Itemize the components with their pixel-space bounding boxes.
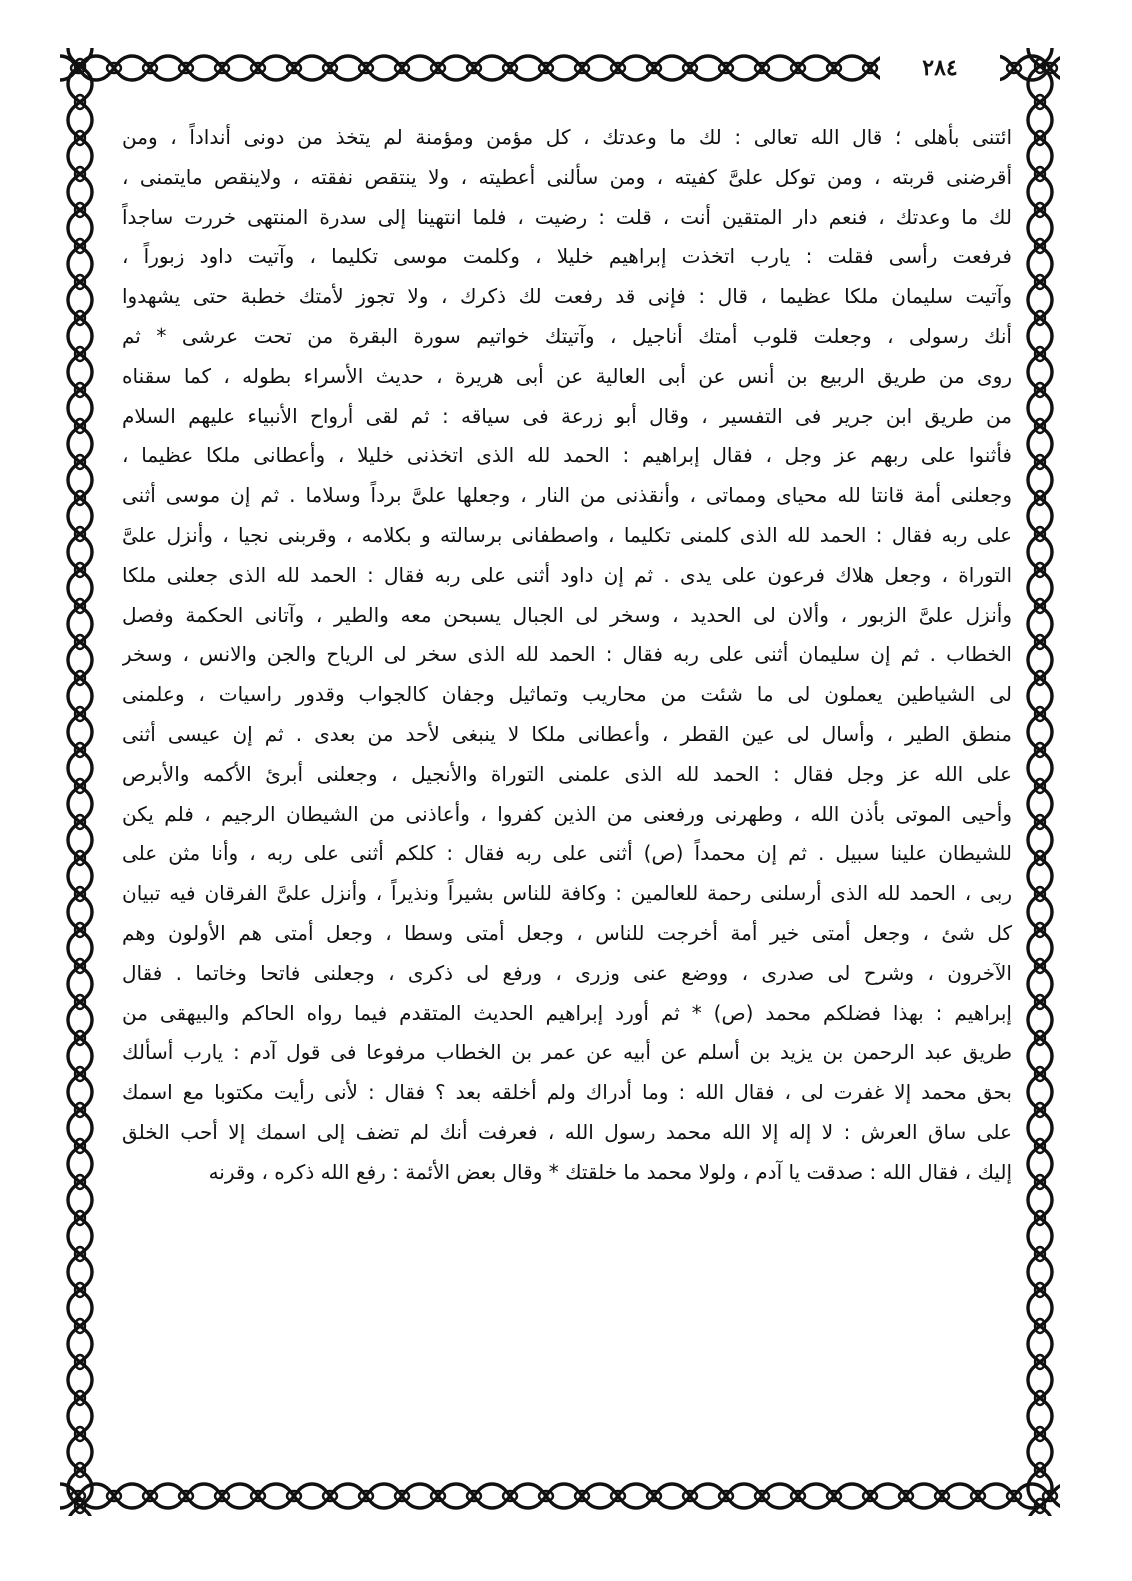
text-line: وأنزل علىَّ الزبور ، وألان لى الحديد ، وسخر لى الجبال يسبحن معه والطير ، وآتانى الحكمة وفصل: [122, 602, 1012, 627]
text-line: روى من طريق الربيع بن أنس عن أبى العالية عن أبى هريرة ، حديث الأسراء بطوله ، كما سقناه: [122, 363, 1012, 388]
text-line: أنك رسولى ، وجعلت قلوب أمتك أناجيل ، وآتيتك خواتيم سورة البقرة من تحت عرشى * ثم: [122, 323, 1012, 348]
text-line: وآتيت سليمان ملكا عظيما ، قال : فإنى قد رفعت لك ذكرك ، ولا تجوز لأمتك خطبة حتى يشهدوا: [122, 284, 1012, 309]
text-line: الآخرون ، وشرح لى صدرى ، ووضع عنى وزرى ، ورفع لى ذكرى ، وجعلنى فاتحا وخاتما . فقال: [122, 960, 1012, 985]
text-line: وجعلنى أمة قانتا لله محياى ومماتى ، وأنقذنى من النار ، وجعلها علىَّ برداً وسلاما . ثم إن موسى أثنى: [122, 483, 1012, 508]
ornamental-border-right: [1020, 48, 1060, 1516]
text-line: ربى ، الحمد لله الذى أرسلنى رحمة للعالمين : وكافة للناس بشيراً ونذيراً ، وأنزل علىَّ الفرقان فيه تبيان: [122, 881, 1012, 906]
text-line: إبراهيم : بهذا فضلكم محمد (ص) * ثم أورد إبراهيم الحديث المتقدم فيما رواه الحاكم والبيهقى من: [122, 1000, 1012, 1025]
text-line: فأثنوا على ربهم عز وجل ، فقال إبراهيم : الحمد لله الذى اتخذنى خليلا ، وأعطانى ملكا عظيما ،: [122, 443, 1012, 468]
text-line: ائتنى بأهلى ؛ قال الله تعالى : لك ما وعدتك ، كل مؤمن ومؤمنة لم يتخذ من دونى أنداداً ، ومن: [122, 125, 1012, 149]
text-line: كل شئ ، وجعل أمتى خير أمة أخرجت للناس ، وجعل أمتى وسطا ، وجعل أمتى هم الأولون وهم: [122, 920, 1012, 945]
text-line: من طريق ابن جرير فى التفسير ، وقال أبو زرعة فى سياقه : ثم لقى أرواح الأنبياء عليهم السلام: [122, 403, 1012, 428]
page-number: ٢٨٤: [880, 48, 1000, 88]
text-line: إليك ، فقال الله : صدقت يا آدم ، ولولا محمد ما خلقتك * وقال بعض الأئمة : رفع الله ذكره ، وقرنه: [208, 1159, 1012, 1184]
text-line: على ربه فقال : الحمد لله الذى كلمنى تكليما ، واصطفانى برسالته و بكلامه ، وقربنى نجيا ، وأنزل علىَّ: [122, 522, 1012, 547]
body-text: [122, 118, 1012, 1488]
text-line: منطق الطير ، وأسال لى عين القطر ، وأعطانى ملكا لا ينبغى لأحد من بعدى . ثم إن عيسى أثنى: [122, 721, 1012, 746]
text-line: لى الشياطين يعملون لى ما شئت من محاريب وتماثيل وجفان كالجواب وقدور راسيات ، وعلمنى: [122, 682, 1012, 707]
text-line: على ساق العرش : لا إله إلا الله محمد رسول الله ، فعرفت أنك لم تضف إلى اسمك إلا أحب الخلق: [122, 1119, 1012, 1144]
ornamental-border-left: [60, 48, 100, 1516]
text-line: الخطاب . ثم إن سليمان أثنى على ربه فقال : الحمد لله الذى سخر لى الرياح والجن والانس ، وسخر: [122, 642, 1012, 667]
text-line: طريق عبد الرحمن بن يزيد بن أسلم عن أبيه عن عمر بن الخطاب مرفوعا فى قول آدم : يارب أسألك: [122, 1040, 1012, 1065]
text-line: التوراة ، وجعل هلاك فرعون على يدى . ثم إن داود أثنى على ربه فقال : الحمد لله الذى جعلنى ملكا: [122, 562, 1012, 587]
text-line: فرفعت رأسى فقلت : يارب اتخذت إبراهيم خليلا ، وكلمت موسى تكليما ، وآتيت داود زبوراً ،: [122, 244, 1012, 269]
text-line: أقرضنى قربته ، ومن توكل علىَّ كفيته ، ومن سألنى أعطيته ، ولا ينتقص نفقته ، ولاينقص مايتمنى ،: [122, 164, 1012, 189]
text-line: وأحيى الموتى بأذن الله ، وطهرنى ورفعنى من الذين كفروا ، وأعاذنى من الشيطان الرجيم ، فلم يكن: [122, 801, 1012, 826]
text-line: للشيطان علينا سبيل . ثم إن محمداً (ص) أثنى على ربه فقال : كلكم أثنى على ربه ، وأنا مثن على: [122, 841, 1012, 866]
text-line: بحق محمد إلا غفرت لى ، فقال الله : وما أدراك ولم أخلقه بعد ؟ فقال : لأنى رأيت مكتوبا مع اسمك: [122, 1080, 1012, 1105]
text-line: على الله عز وجل فقال : الحمد لله الذى علمنى التوراة والأنجيل ، وجعلنى أبرئ الأكمه والأبرص: [122, 761, 1012, 786]
text-line: لك ما وعدتك ، فنعم دار المتقين أنت ، قلت : رضيت ، فلما انتهينا إلى سدرة المنتهى خررت ساجداً: [122, 204, 1012, 229]
